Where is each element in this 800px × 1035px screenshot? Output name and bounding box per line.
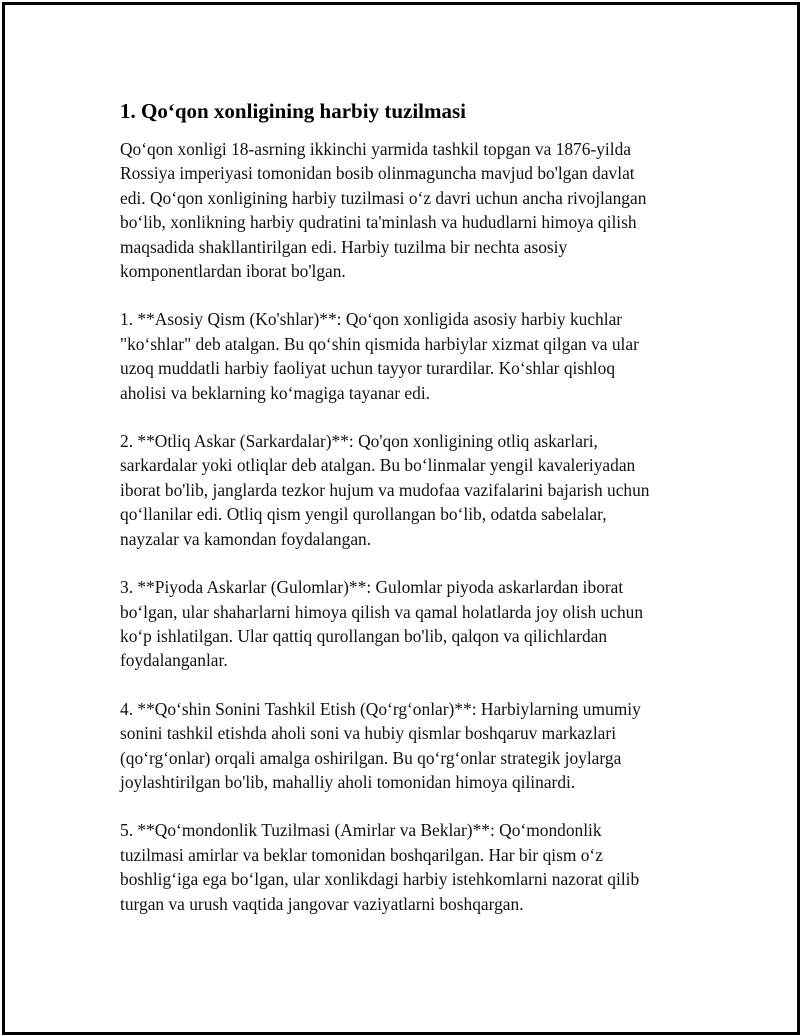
paragraph-line: sonini tashkil etishda aholi soni va hubiy qismlar boshqaruv markazlari xyxy=(120,723,617,744)
paragraph-line: boshlig‘iga ega bo‘lgan, ular xonlikdagi harbiy istehkomlarni nazorat qilib xyxy=(120,869,640,890)
paragraph-line: komponentlardan iborat bo'lgan. xyxy=(120,261,346,282)
document-body xyxy=(120,97,690,940)
list-item-piyoda-askarlar xyxy=(120,575,690,673)
list-item-qoshin-sonini xyxy=(120,697,690,795)
paragraph-line: aholisi va beklarning ko‘magiga tayanar edi. xyxy=(120,382,431,403)
paragraph-line: tuzilmasi amirlar va beklar tomonidan boshqarilgan. Har bir qism o‘z xyxy=(120,844,603,865)
paragraph-line: iborat bo'lib, janglarda tezkor hujum va mudofaa vazifalarini bajarish uchun xyxy=(120,479,650,500)
paragraph-line: 3. **Piyoda Askarlar (Gulomlar)**: Gulomlar piyoda askarlardan iborat xyxy=(120,577,624,598)
paragraph-line: turgan va urush vaqtida jangovar vaziyatlarni boshqargan. xyxy=(120,893,524,914)
list-item-qomondonlik xyxy=(120,818,690,916)
list-item-koshlar xyxy=(120,307,690,405)
paragraph-line: uzoq muddatli harbiy faoliyat uchun tayyor turardilar. Ko‘shlar qishloq xyxy=(120,358,616,379)
paragraph-line: bo‘lgan, ular shaharlarni himoya qilish va qamal holatlarda joy olish uchun xyxy=(120,601,644,622)
section-title: 1. Qo‘qon xonligining harbiy tuzilmasi xyxy=(120,99,466,123)
paragraph-line: 5. **Qo‘mondonlik Tuzilmasi (Amirlar va Beklar)**: Qo‘mondonlik xyxy=(120,820,602,841)
paragraph-line: bo‘lib, xonlikning harbiy qudratini ta'minlash va hududlarni himoya qilish xyxy=(120,212,637,233)
paragraph-line: maqsadida shakllantirilgan edi. Harbiy tuzilma bir nechta asosiy xyxy=(120,236,568,257)
paragraph-line: sarkardalar yoki otliqlar deb atalgan. Bu bo‘linmalar yengil kavaleriyadan xyxy=(120,455,636,476)
paragraph-line: 2. **Otliq Askar (Sarkardalar)**: Qo'qon xonligining otliq askarlari, xyxy=(120,431,598,452)
paragraph-line: ko‘p ishlatilgan. Ular qattiq qurollangan bo'lib, qalqon va qilichlardan xyxy=(120,625,608,646)
paragraph-line: 4. **Qo‘shin Sonini Tashkil Etish (Qo‘rg‘onlar)**: Harbiylarning umumiy xyxy=(120,698,641,719)
paragraph-line: (qo‘rg‘onlar) orqali amalga oshirilgan. Bu qo‘rg‘onlar strategik joylarga xyxy=(120,747,622,768)
paragraph-line: "ko‘shlar" deb atalgan. Bu qo‘shin qismida harbiylar xizmat qilgan va ular xyxy=(120,333,639,354)
paragraph-line: 1. **Asosiy Qism (Ko'shlar)**: Qo‘qon xonligida asosiy harbiy kuchlar xyxy=(120,309,623,330)
paragraph-line: qo‘llanilar edi. Otliq qism yengil qurollangan bo‘lib, odatda sabelalar, xyxy=(120,504,607,525)
paragraph-line: edi. Qo‘qon xonligining harbiy tuzilmasi o‘z davri uchun ancha rivojlangan xyxy=(120,187,647,208)
paragraph-line: nayzalar va kamondan foydalangan. xyxy=(120,528,372,549)
list-item-otliq-askar xyxy=(120,429,690,551)
paragraph-line: Rossiya imperiyasi tomonidan bosib olinmaguncha mavjud bo'lgan davlat xyxy=(120,163,635,184)
intro-paragraph xyxy=(120,137,690,283)
document-page xyxy=(2,2,800,1035)
paragraph-line: joylashtirilgan bo'lib, mahalliy aholi tomonidan himoya qilinardi. xyxy=(120,771,576,792)
paragraph-line: Qo‘qon xonligi 18-asrning ikkinchi yarmida tashkil topgan va 1876-yilda xyxy=(120,139,632,159)
paragraph-line: foydalanganlar. xyxy=(120,650,228,671)
